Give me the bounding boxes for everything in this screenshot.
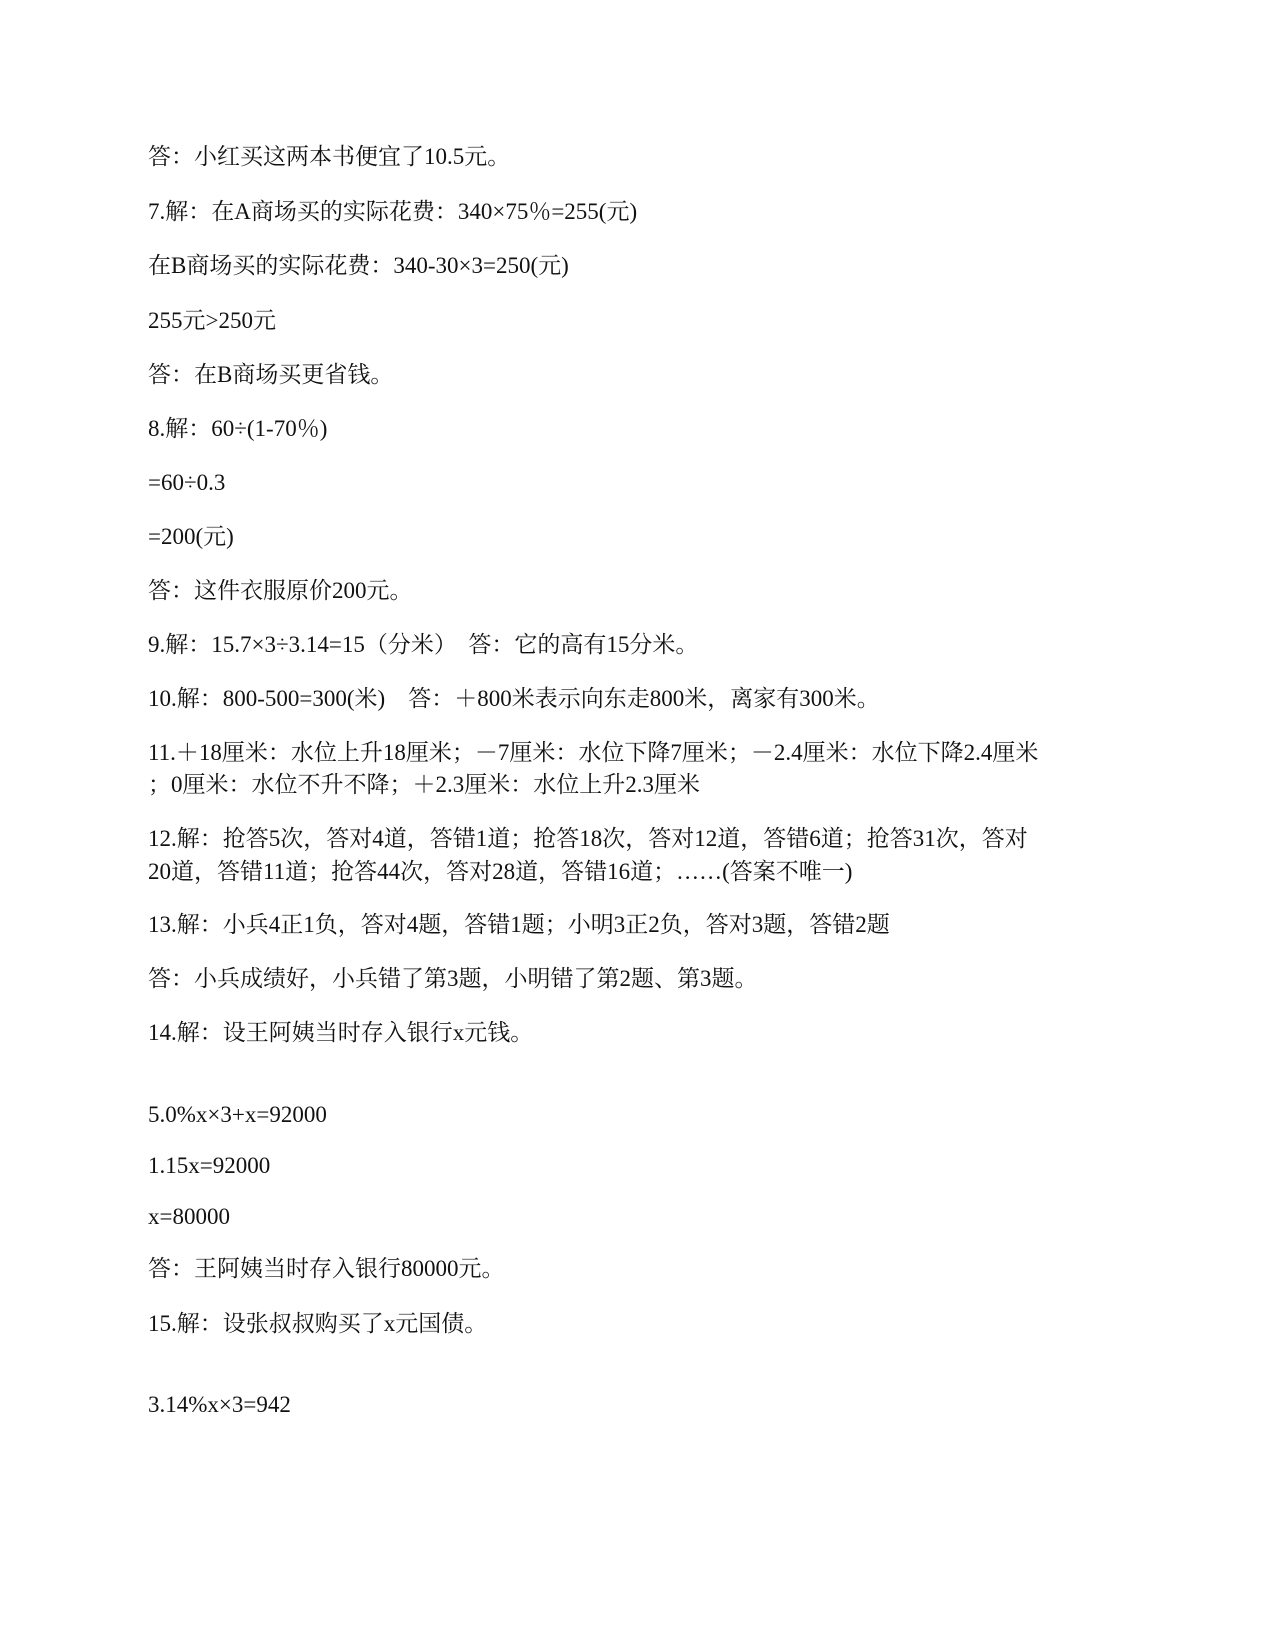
problem-11-line-2: ；0厘米：水位不升不降；＋2.3厘米：水位上升2.3厘米: [148, 772, 700, 797]
problem-12-line-2: 20道，答错11道；抢答44次，答对28道，答错16道；……(答案不唯一): [148, 859, 853, 884]
problem-7-answer: 答：在B商场买更省钱。: [148, 362, 394, 387]
problem-8-answer: 答：这件衣服原价200元。: [148, 578, 413, 603]
problem-14-equation: 5.0%x×3+x=92000: [148, 1102, 327, 1127]
problem-15-equation: 3.14%x×3=942: [148, 1392, 291, 1417]
problem-14-answer: 答：王阿姨当时存入银行80000元。: [148, 1256, 505, 1281]
problem-15-solution: 15.解：设张叔叔购买了x元国债。: [148, 1311, 488, 1336]
problem-11-line-1: 11.＋18厘米：水位上升18厘米；－7厘米：水位下降7厘米；－2.4厘米：水位下降2.4厘米: [148, 740, 1039, 765]
problem-13-solution: 13.解：小兵4正1负，答对4题，答错1题；小明3正2负，答对3题，答错2题: [148, 912, 890, 937]
problem-14-solution: 14.解：设王阿姨当时存入银行x元钱。: [148, 1020, 534, 1045]
problem-9-solution: 9.解：15.7×3÷3.14=15（分米） 答：它的高有15分米。: [148, 632, 699, 657]
problem-14-step-2: x=80000: [148, 1204, 230, 1229]
problem-13-answer: 答：小兵成绩好，小兵错了第3题，小明错了第2题、第3题。: [148, 966, 758, 991]
problem-12-line-1: 12.解：抢答5次，答对4道，答错1道；抢答18次，答对12道，答错6道；抢答31次，答对: [148, 826, 1028, 851]
problem-8-step-2: =200(元): [148, 524, 234, 549]
problem-7-compare: 255元>250元: [148, 308, 276, 333]
problem-8-solution: 8.解：60÷(1-70％): [148, 416, 328, 441]
problem-14-step-1: 1.15x=92000: [148, 1153, 271, 1178]
problem-8-step-1: =60÷0.3: [148, 470, 226, 495]
problem-7-step-b: 在B商场买的实际花费：340-30×3=250(元): [148, 253, 569, 278]
answer-line-6: 答：小红买这两本书便宜了10.5元。: [148, 144, 511, 169]
problem-7-solution: 7.解：在A商场买的实际花费：340×75％=255(元): [148, 199, 638, 224]
problem-10-solution: 10.解：800-500=300(米) 答：＋800米表示向东走800米，离家有300米。: [148, 686, 880, 711]
